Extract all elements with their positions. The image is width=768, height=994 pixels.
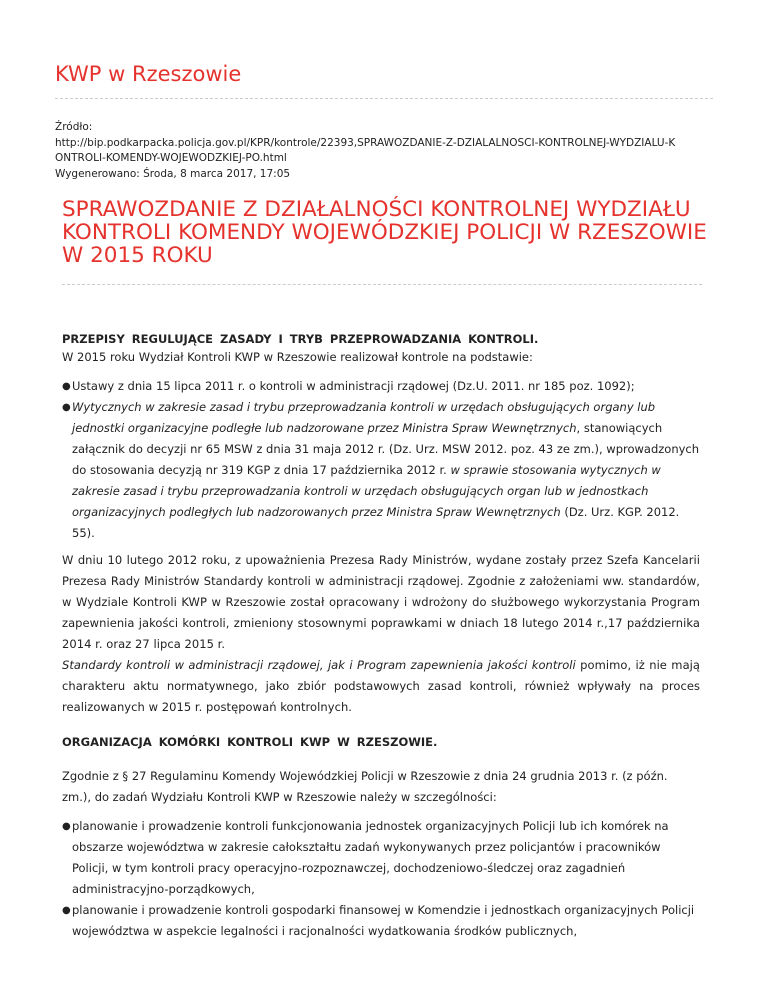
source-url-line-2[interactable]: ONTROLI-KOMENDY-WOJEWODZKIEJ-PO.html [55,152,287,164]
tasks-list [62,816,700,942]
list-item-emphasis: Wytycznych w zakresie zasad i trybu przeprowadzania kontroli w urzędach obsługujących organy lub jednostki organizacyjne podległe lub nadzorowane przez Ministra Spraw Wewnętrznych [72,400,656,435]
list-item-text: planowanie i prowadzenie kontroli funkcjonowania jednostek organizacyjnych Policji lub ich komórek na obszarze województwa w zakresie całokształtu zadań wykonywanych przez policjantów i pracowników Policji, w tym kontroli pracy operacyjno-rozpoznawczej, dochodzeniowo-śledczej oraz zagadnień administracyjno-porządkowych, [72,819,669,896]
organization-intro: Zgodnie z § 27 Regulaminu Komendy Wojewódzkiej Policji w Rzeszowie z dnia 24 grudnia 2013 r. (z późn. zm.), do zadań Wydziału Kontroli KWP w Rzeszowie należy w szczególności: [62,769,668,804]
site-title[interactable]: KWP w Rzeszowie [55,62,242,86]
list-item [62,376,700,397]
standards-note-paragraph [62,655,700,718]
generated-date: Wygenerowano: Środa, 8 marca 2017, 17:05 [55,167,291,180]
source-url-line-1[interactable]: http://bip.podkarpacka.policja.gov.pl/KPR/kontrole/22393,SPRAWOZDANIE-Z-DZIALALNOSCI-KONTROLNEJ-WYDZIALU-K [55,136,676,149]
standards-paragraph: W dniu 10 lutego 2012 roku, z upoważnienia Prezesa Rady Ministrów, wydane zostały przez Szefa Kancelarii Prezesa Rady Ministrów Standardy kontroli w administracji rządowej. Zgodnie z założeniami ww. standardów, w Wydziale Kontroli KWP w Rzeszowie został opracowany i wdrożony do służbowego wykorzystania Program zapewnienia jakości kontroli, zmieniony stosownymi poprawkami w dniach 18 lutego 2014 r.,17 października 2014 r. oraz 27 lipca 2015 r. [62,553,700,651]
bullet-icon: ● [62,905,71,916]
list-item [62,900,700,942]
source-meta [55,120,720,182]
title-divider [62,284,702,285]
regulations-list [62,376,700,544]
list-item [62,397,700,544]
list-item-emphasis: w sprawie stosowania wytycznych w zakresie zasad i trybu przeprowadzania kontroli w urzędach obsługujących organ lub w jednostkach organizacyjnych podległych lub nadzorowanych przez Ministra Spraw Wewnętrznych [72,463,661,519]
bullet-icon: ● [62,381,71,392]
source-label: Źródło: [55,121,93,133]
list-item-text: planowanie i prowadzenie kontroli gospodarki finansowej w Komendzie i jednostkach organizacyjnych Policji województwa w aspekcie legalności i racjonalności wydatkowania środków publicznych, [72,903,695,938]
bullet-icon: ● [62,402,71,413]
document-title: SPRAWOZDANIE Z DZIAŁALNOŚCI KONTROLNEJ WYDZIAŁU KONTROLI KOMENDY WOJEWÓDZKIEJ POLICJI W RZESZOWIE W 2015 ROKU [62,197,707,268]
regulations-intro: W 2015 roku Wydział Kontroli KWP w Rzeszowie realizował kontrole na podstawie: [62,350,533,364]
bullet-icon: ● [62,821,71,832]
section-heading-regulations: PRZEPISY REGULUJĄCE ZASADY I TRYB PRZEPROWADZANIA KONTROLI. [62,332,539,346]
list-item [62,816,700,900]
header-divider [55,98,713,99]
section-heading-organization: ORGANIZACJA KOMÓRKI KONTROLI KWP W RZESZOWIE. [62,735,438,749]
document-body [62,331,700,942]
list-item-text: , stanowiących załącznik do decyzji nr 65 MSW z dnia 31 maja 2012 r. (Dz. Urz. MSW 2012. poz. 43 ze zm.), wprowadzonych do stosowania decyzją nr 319 KGP z dnia 17 października 2012 r. [72,421,700,477]
paragraph-text: pomimo, iż nie mają charakteru aktu normatywnego, jako zbiór podstawowych zasad kontroli, również wpływały na proces realizowanych w 2015 r. postępowań kontrolnych. [62,658,701,714]
list-item-text: Ustawy z dnia 15 lipca 2011 r. o kontroli w administracji rządowej (Dz.U. 2011. nr 185 poz. 1092); [72,379,635,393]
list-item-text: (Dz. Urz. KGP. 2012. 55). [72,505,680,540]
paragraph-emphasis: Standardy kontroli w administracji rządowej, jak i Program zapewnienia jakości kontroli [62,658,576,672]
